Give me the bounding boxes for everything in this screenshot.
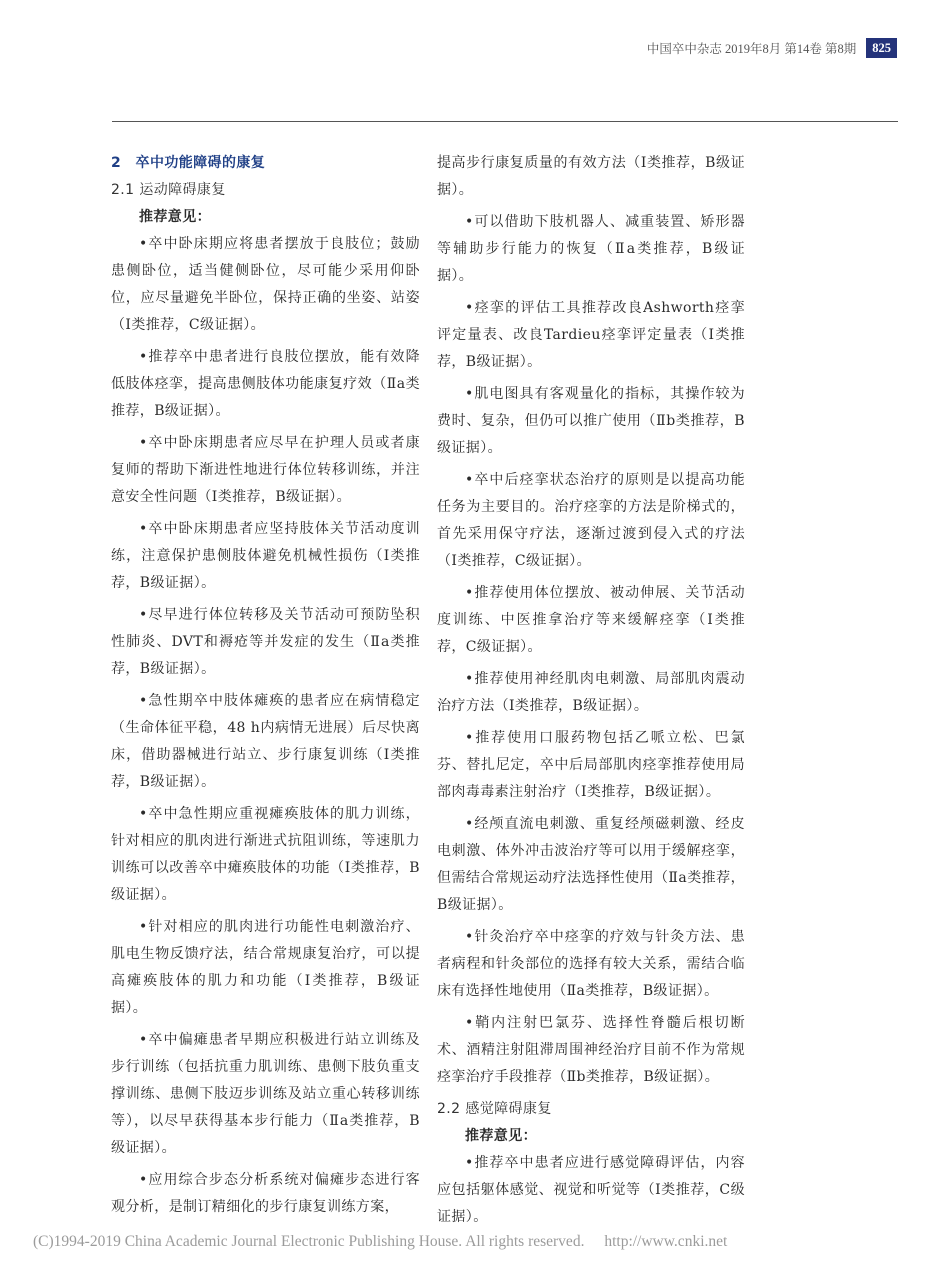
paragraph: •经颅直流电刺激、重复经颅磁刺激、经皮电刺激、体外冲击波治疗等可以用于缓解痉挛，但需结合常规运动疗法选择性使用（Ⅱa类推荐，B级证据）。 bbox=[437, 816, 745, 913]
subsection-heading-motor: 2.1 运动障碍康复 bbox=[111, 182, 226, 198]
copyright-text: (C)1994-2019 China Academic Journal Electronic Publishing House. All rights reserved. bbox=[33, 1233, 585, 1250]
copyright-footer bbox=[33, 1233, 793, 1251]
subsection-heading-sensory: 2.2 感觉障碍康复 bbox=[437, 1101, 552, 1117]
paragraph: •针对相应的肌肉进行功能性电刺激治疗、肌电生物反馈疗法，结合常规康复治疗，可以提高瘫痪肢体的肌力和功能（Ⅰ类推荐，B级证据）。 bbox=[111, 919, 420, 1016]
paragraph: •急性期卒中肢体瘫痪的患者应在病情稳定（生命体征平稳，48 h内病情无进展）后尽快离床，借助器械进行站立、步行康复训练（Ⅰ类推荐，B级证据）。 bbox=[111, 693, 420, 790]
paragraph: •推荐卒中患者进行良肢位摆放，能有效降低肢体痉挛，提高患侧肢体功能康复疗效（Ⅱa类推荐，B级证据）。 bbox=[111, 349, 420, 419]
paragraph: •卒中卧床期患者应尽早在护理人员或者康复师的帮助下渐进性地进行体位转移训练，并注意安全性问题（Ⅰ类推荐，B级证据）。 bbox=[111, 435, 420, 505]
paragraph: •鞘内注射巴氯芬、选择性脊髓后根切断术、酒精注射阻滞周围神经治疗目前不作为常规痉挛治疗手段推荐（Ⅱb类推荐，B级证据）。 bbox=[437, 1015, 745, 1085]
right-column bbox=[437, 150, 745, 1236]
recommendation-label: 推荐意见： bbox=[465, 1128, 537, 1144]
header-divider bbox=[112, 121, 898, 122]
page-number-badge: 825 bbox=[866, 38, 897, 58]
paragraph: •推荐卒中患者应进行感觉障碍评估，内容应包括躯体感觉、视觉和听觉等（Ⅰ类推荐，C级证据）。 bbox=[437, 1155, 745, 1225]
paragraph: •卒中后痉挛状态治疗的原则是以提高功能任务为主要目的。治疗痉挛的方法是阶梯式的，首先采用保守疗法，逐渐过渡到侵入式的疗法（Ⅰ类推荐，C级证据）。 bbox=[437, 472, 745, 569]
paragraph: •推荐使用体位摆放、被动伸展、关节活动度训练、中医推拿治疗等来缓解痉挛（Ⅰ类推荐，C级证据）。 bbox=[437, 585, 745, 655]
recommendation-label: 推荐意见： bbox=[139, 209, 211, 225]
paragraph: •肌电图具有客观量化的指标，其操作较为费时、复杂，但仍可以推广使用（Ⅱb类推荐，B级证据）。 bbox=[437, 386, 745, 456]
paragraph: •卒中偏瘫患者早期应积极进行站立训练及步行训练（包括抗重力肌训练、患侧下肢负重支撑训练、患侧下肢迈步训练及站立重心转移训练等），以尽早获得基本步行能力（Ⅱa类推荐，B级证据）。 bbox=[111, 1032, 420, 1156]
left-column bbox=[111, 150, 420, 1226]
paragraph: •痉挛的评估工具推荐改良Ashworth痉挛评定量表、改良Tardieu痉挛评定量表（Ⅰ类推荐，B级证据）。 bbox=[437, 300, 745, 370]
paragraph: •卒中卧床期患者应坚持肢体关节活动度训练，注意保护患侧肢体避免机械性损伤（Ⅰ类推荐，B级证据）。 bbox=[111, 521, 420, 591]
paragraph: •卒中急性期应重视瘫痪肢体的肌力训练，针对相应的肌肉进行渐进式抗阻训练，等速肌力训练可以改善卒中瘫痪肢体的功能（Ⅰ类推荐，B级证据）。 bbox=[111, 806, 420, 903]
section-heading: 2 卒中功能障碍的康复 bbox=[111, 155, 266, 171]
paragraph: •卒中卧床期应将患者摆放于良肢位；鼓励患侧卧位，适当健侧卧位，尽可能少采用仰卧位，应尽量避免半卧位，保持正确的坐姿、站姿（Ⅰ类推荐，C级证据）。 bbox=[111, 236, 420, 333]
journal-info: 中国卒中杂志 2019年8月 第14卷 第8期 bbox=[646, 42, 857, 56]
paragraph-continuation: 提高步行康复质量的有效方法（Ⅰ类推荐，B级证据）。 bbox=[437, 155, 745, 198]
cnki-url: http://www.cnki.net bbox=[604, 1233, 728, 1250]
paragraph: •应用综合步态分析系统对偏瘫步态进行客观分析，是制订精细化的步行康复训练方案， bbox=[111, 1172, 420, 1215]
paragraph: •针灸治疗卒中痉挛的疗效与针灸方法、患者病程和针灸部位的选择有较大关系，需结合临床有选择性地使用（Ⅱa类推荐，B级证据）。 bbox=[437, 929, 745, 999]
running-header bbox=[647, 38, 897, 58]
paragraph: •推荐使用口服药物包括乙哌立松、巴氯芬、替扎尼定，卒中后局部肌肉痉挛推荐使用局部肉毒毒素注射治疗（Ⅰ类推荐，B级证据）。 bbox=[437, 730, 745, 800]
paragraph: •推荐使用神经肌肉电刺激、局部肌肉震动治疗方法（Ⅰ类推荐，B级证据）。 bbox=[437, 671, 745, 714]
paragraph: •尽早进行体位转移及关节活动可预防坠积性肺炎、DVT和褥疮等并发症的发生（Ⅱa类推荐，B级证据）。 bbox=[111, 607, 420, 677]
paragraph: •可以借助下肢机器人、减重装置、矫形器等辅助步行能力的恢复（Ⅱa类推荐，B级证据）。 bbox=[437, 214, 745, 284]
